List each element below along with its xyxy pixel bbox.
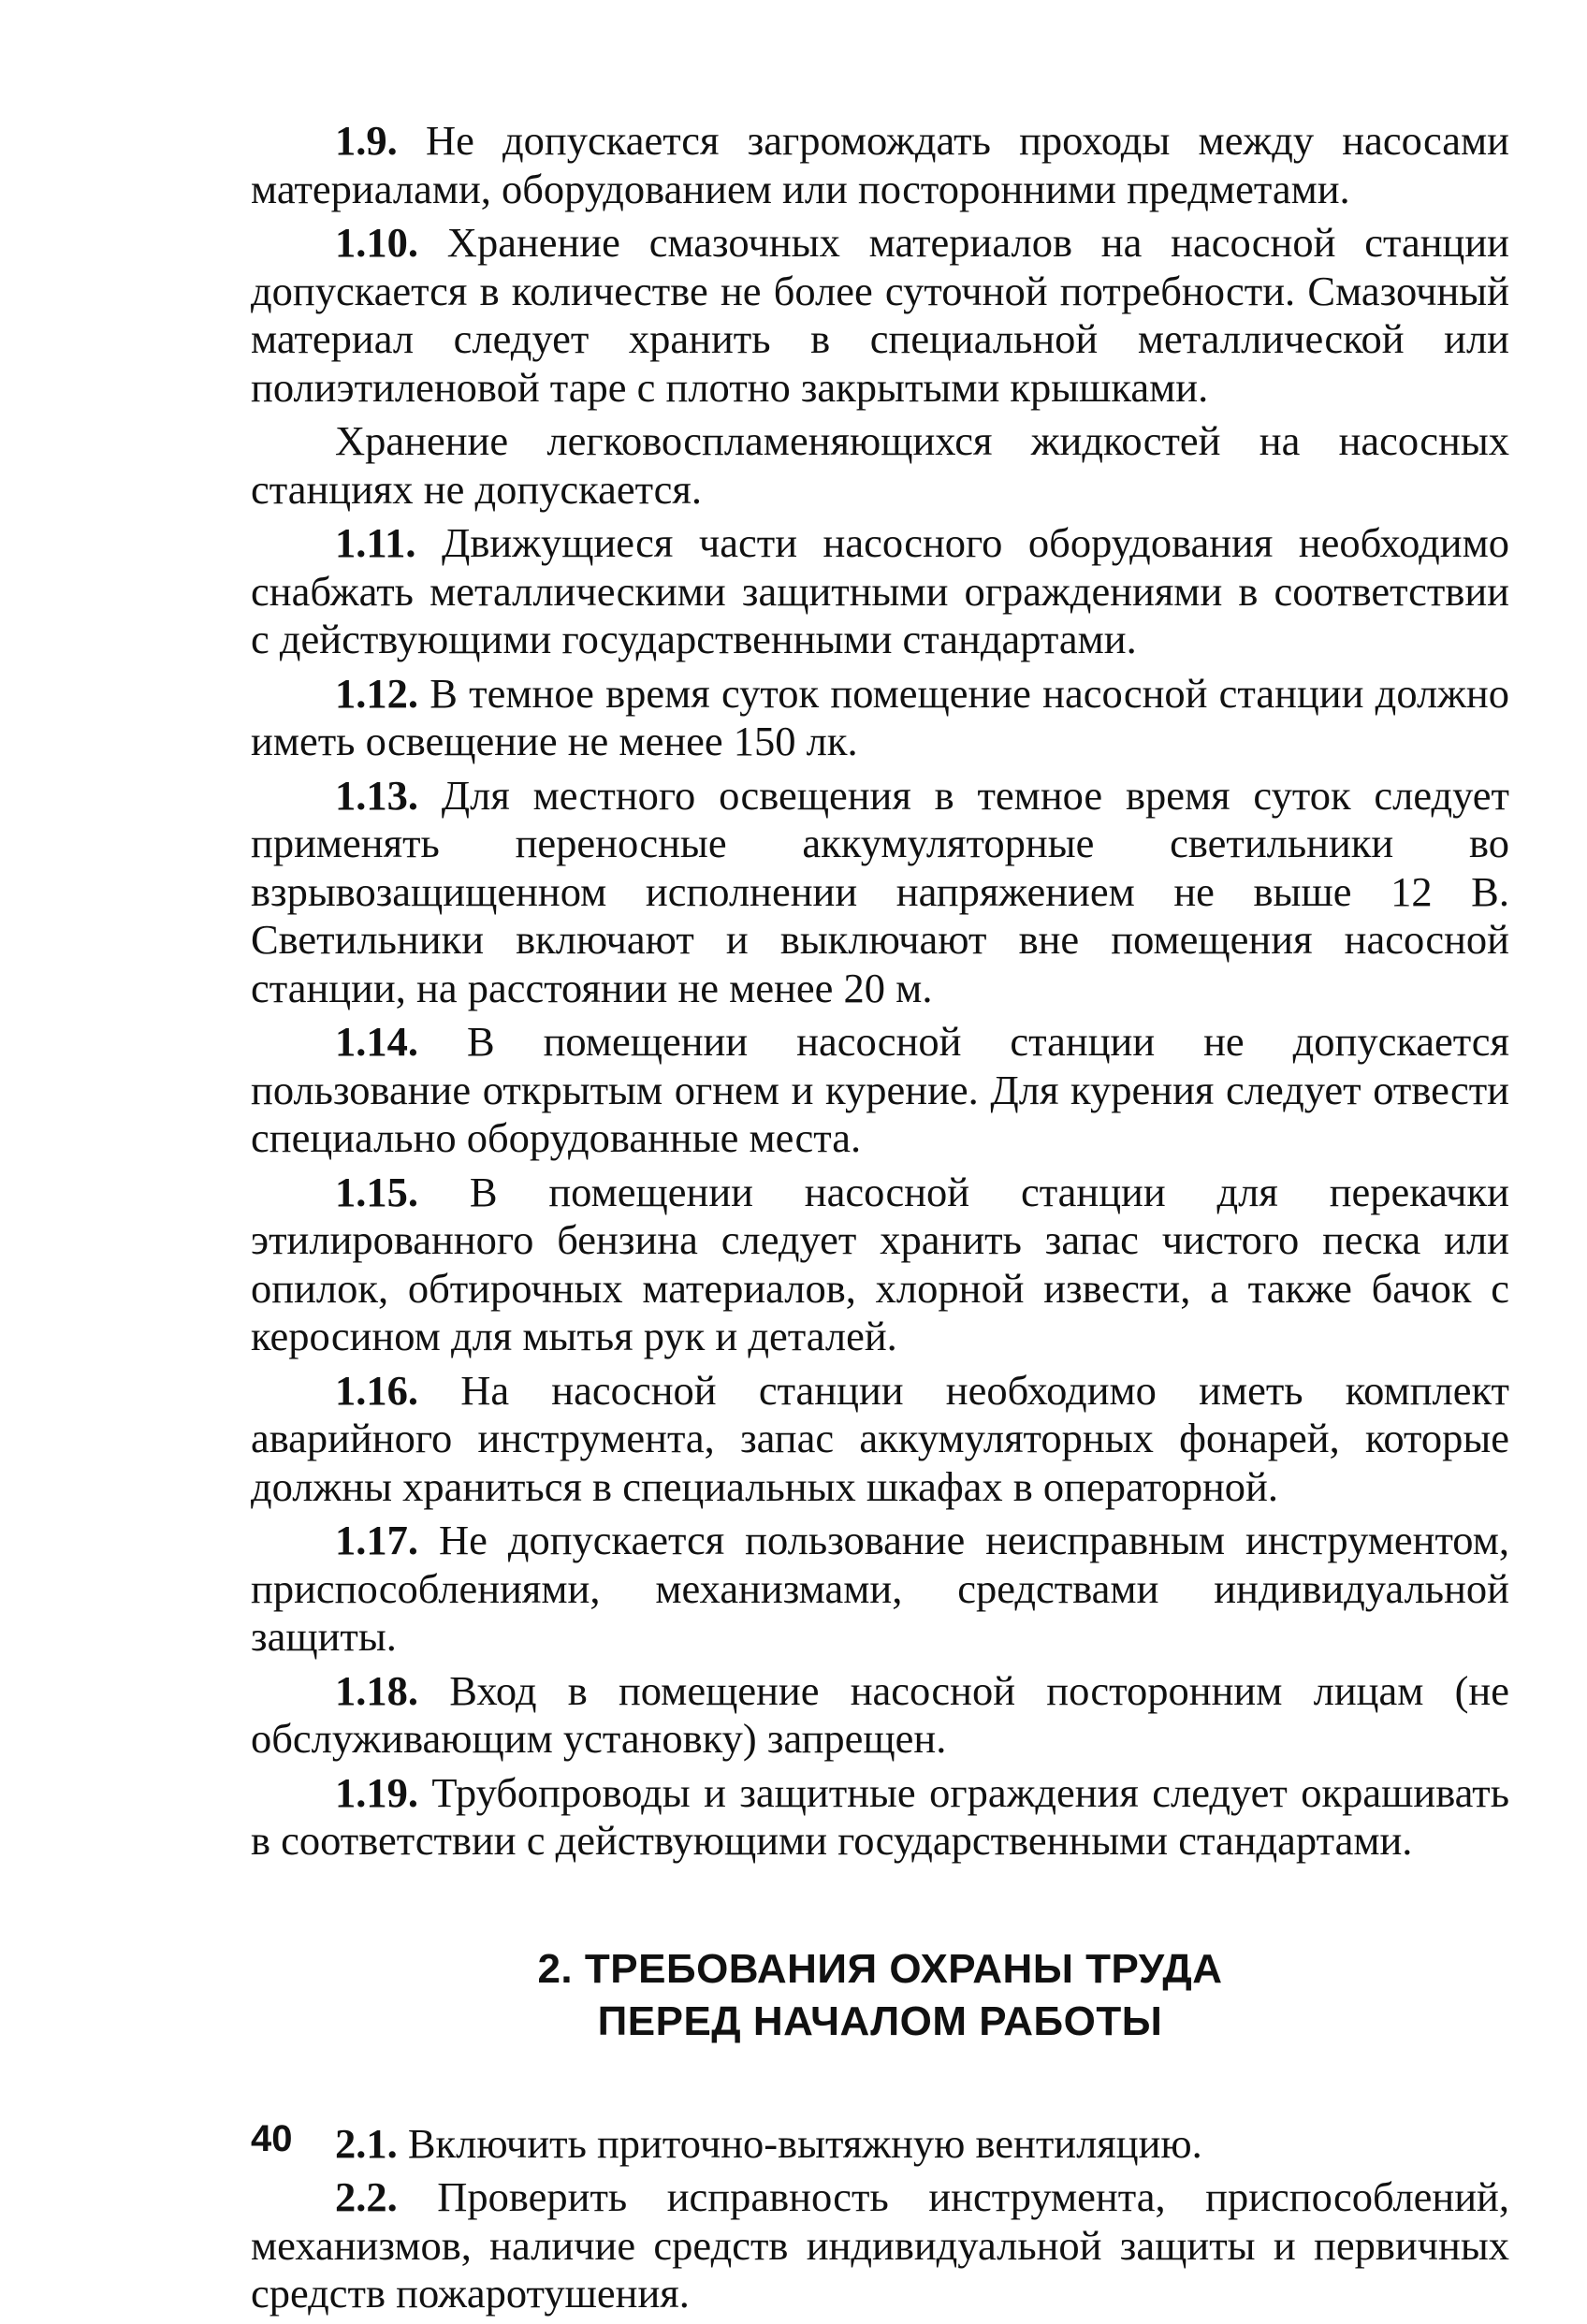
clause-text: Вход в помещение насосной посторонним лицам (не обслуживающим установку) запрещен. xyxy=(251,1666,1509,1762)
clause-text: Движущиеся части насосного оборудования необходимо снабжать металлическими защитными ограждениями в соответствии с действующими государственными стандартами. xyxy=(251,519,1509,662)
clause-text: В помещении насосной станции для перекачки этилированного бензина следует хранить запас чистого песка или опилок, обтирочных материалов, хлорной извести, а также бачок с керосином для мытья рук и деталей. xyxy=(251,1168,1509,1359)
page-number: 40 xyxy=(251,2118,293,2159)
clause-text: На насосной станции необходимо иметь комплект аварийного инструмента, запас аккумуляторных фонарей, которые должны храниться в специальных шкафах в операторной. xyxy=(251,1366,1509,1510)
clause-text: Трубопроводы и защитные ограждения следует окрашивать в соответствии с действующими государственными стандартами. xyxy=(251,1768,1509,1864)
paragraph-1-10 xyxy=(251,219,1509,412)
clause-number: 1.12. xyxy=(335,669,418,717)
clause-number: 1.15. xyxy=(335,1168,418,1215)
clause-text: Не допускается пользование неисправным инструментом, приспособлениями, механизмами, средствами индивидуальной защиты. xyxy=(251,1517,1509,1660)
clause-number: 1.9. xyxy=(335,117,398,164)
clause-number: 2.1. xyxy=(335,2119,398,2167)
clause-text: Хранение смазочных материалов на насосной станции допускается в количестве не более суточной потребности. Смазочный материал следует хранить в специальной металлической или полиэтиленовой таре с плотно закрытыми крышками. xyxy=(251,219,1509,411)
paragraph-1-18 xyxy=(251,1667,1509,1764)
section-heading-line-1: 2. ТРЕБОВАНИЯ ОХРАНЫ ТРУДА xyxy=(537,1945,1223,1992)
clause-number: 1.19. xyxy=(335,1768,418,1816)
paragraph-1-16 xyxy=(251,1367,1509,1512)
clause-text: В темное время суток помещение насосной станции должно иметь освещение не менее 150 лк. xyxy=(251,669,1509,764)
paragraph-1-17 xyxy=(251,1517,1509,1662)
section-heading-line-2: ПЕРЕД НАЧАЛОМ РАБОТЫ xyxy=(597,1997,1163,2044)
clause-number: 1.14. xyxy=(335,1018,418,1065)
clause-text: Не допускается загромождать проходы между насосами материалами, оборудованием или посторонними предметами. xyxy=(251,117,1509,212)
clause-number: 1.13. xyxy=(335,771,418,819)
paragraph-1-15 xyxy=(251,1169,1509,1361)
clause-number: 1.17. xyxy=(335,1517,418,1563)
section-heading xyxy=(251,1943,1509,2048)
paragraph-1-14 xyxy=(251,1018,1509,1163)
paragraph-1-9 xyxy=(251,117,1509,213)
paragraph-1-13 xyxy=(251,772,1509,1013)
paragraph-1-12 xyxy=(251,670,1509,766)
paragraph-2-1 xyxy=(251,2120,1509,2169)
clause-text: В помещении насосной станции не допускается пользование открытым огнем и курение. Для курения следует отвести специально оборудованные места. xyxy=(251,1018,1509,1161)
clause-number: 1.10. xyxy=(335,219,418,266)
clause-text: Включить приточно-вытяжную вентиляцию. xyxy=(397,2119,1202,2167)
paragraph-2-2 xyxy=(251,2173,1509,2318)
clause-text: Проверить исправность инструмента, приспособлений, механизмов, наличие средств индивидуальной защиты и первичных средств пожаротушения. xyxy=(251,2173,1509,2317)
clause-number: 1.16. xyxy=(335,1366,418,1414)
clause-text: Хранение легковоспламеняющихся жидкостей на насосных станциях не допускается. xyxy=(251,417,1509,513)
clause-number: 1.18. xyxy=(335,1666,418,1714)
clause-number: 1.11. xyxy=(335,519,416,566)
clause-number: 2.2. xyxy=(335,2173,398,2220)
paragraph-1-19 xyxy=(251,1769,1509,1866)
paragraph-1-11 xyxy=(251,519,1509,664)
document-page xyxy=(251,117,1509,2324)
clause-text: Для местного освещения в темное время суток следует применять переносные аккумуляторные светильники во взрывозащищенном исполнении напряжением не выше 12 В. Светильники включают и выключают вне помещения насосной станции, на расстоянии не менее 20 м. xyxy=(251,771,1509,1011)
paragraph-1-10-continued xyxy=(251,417,1509,514)
